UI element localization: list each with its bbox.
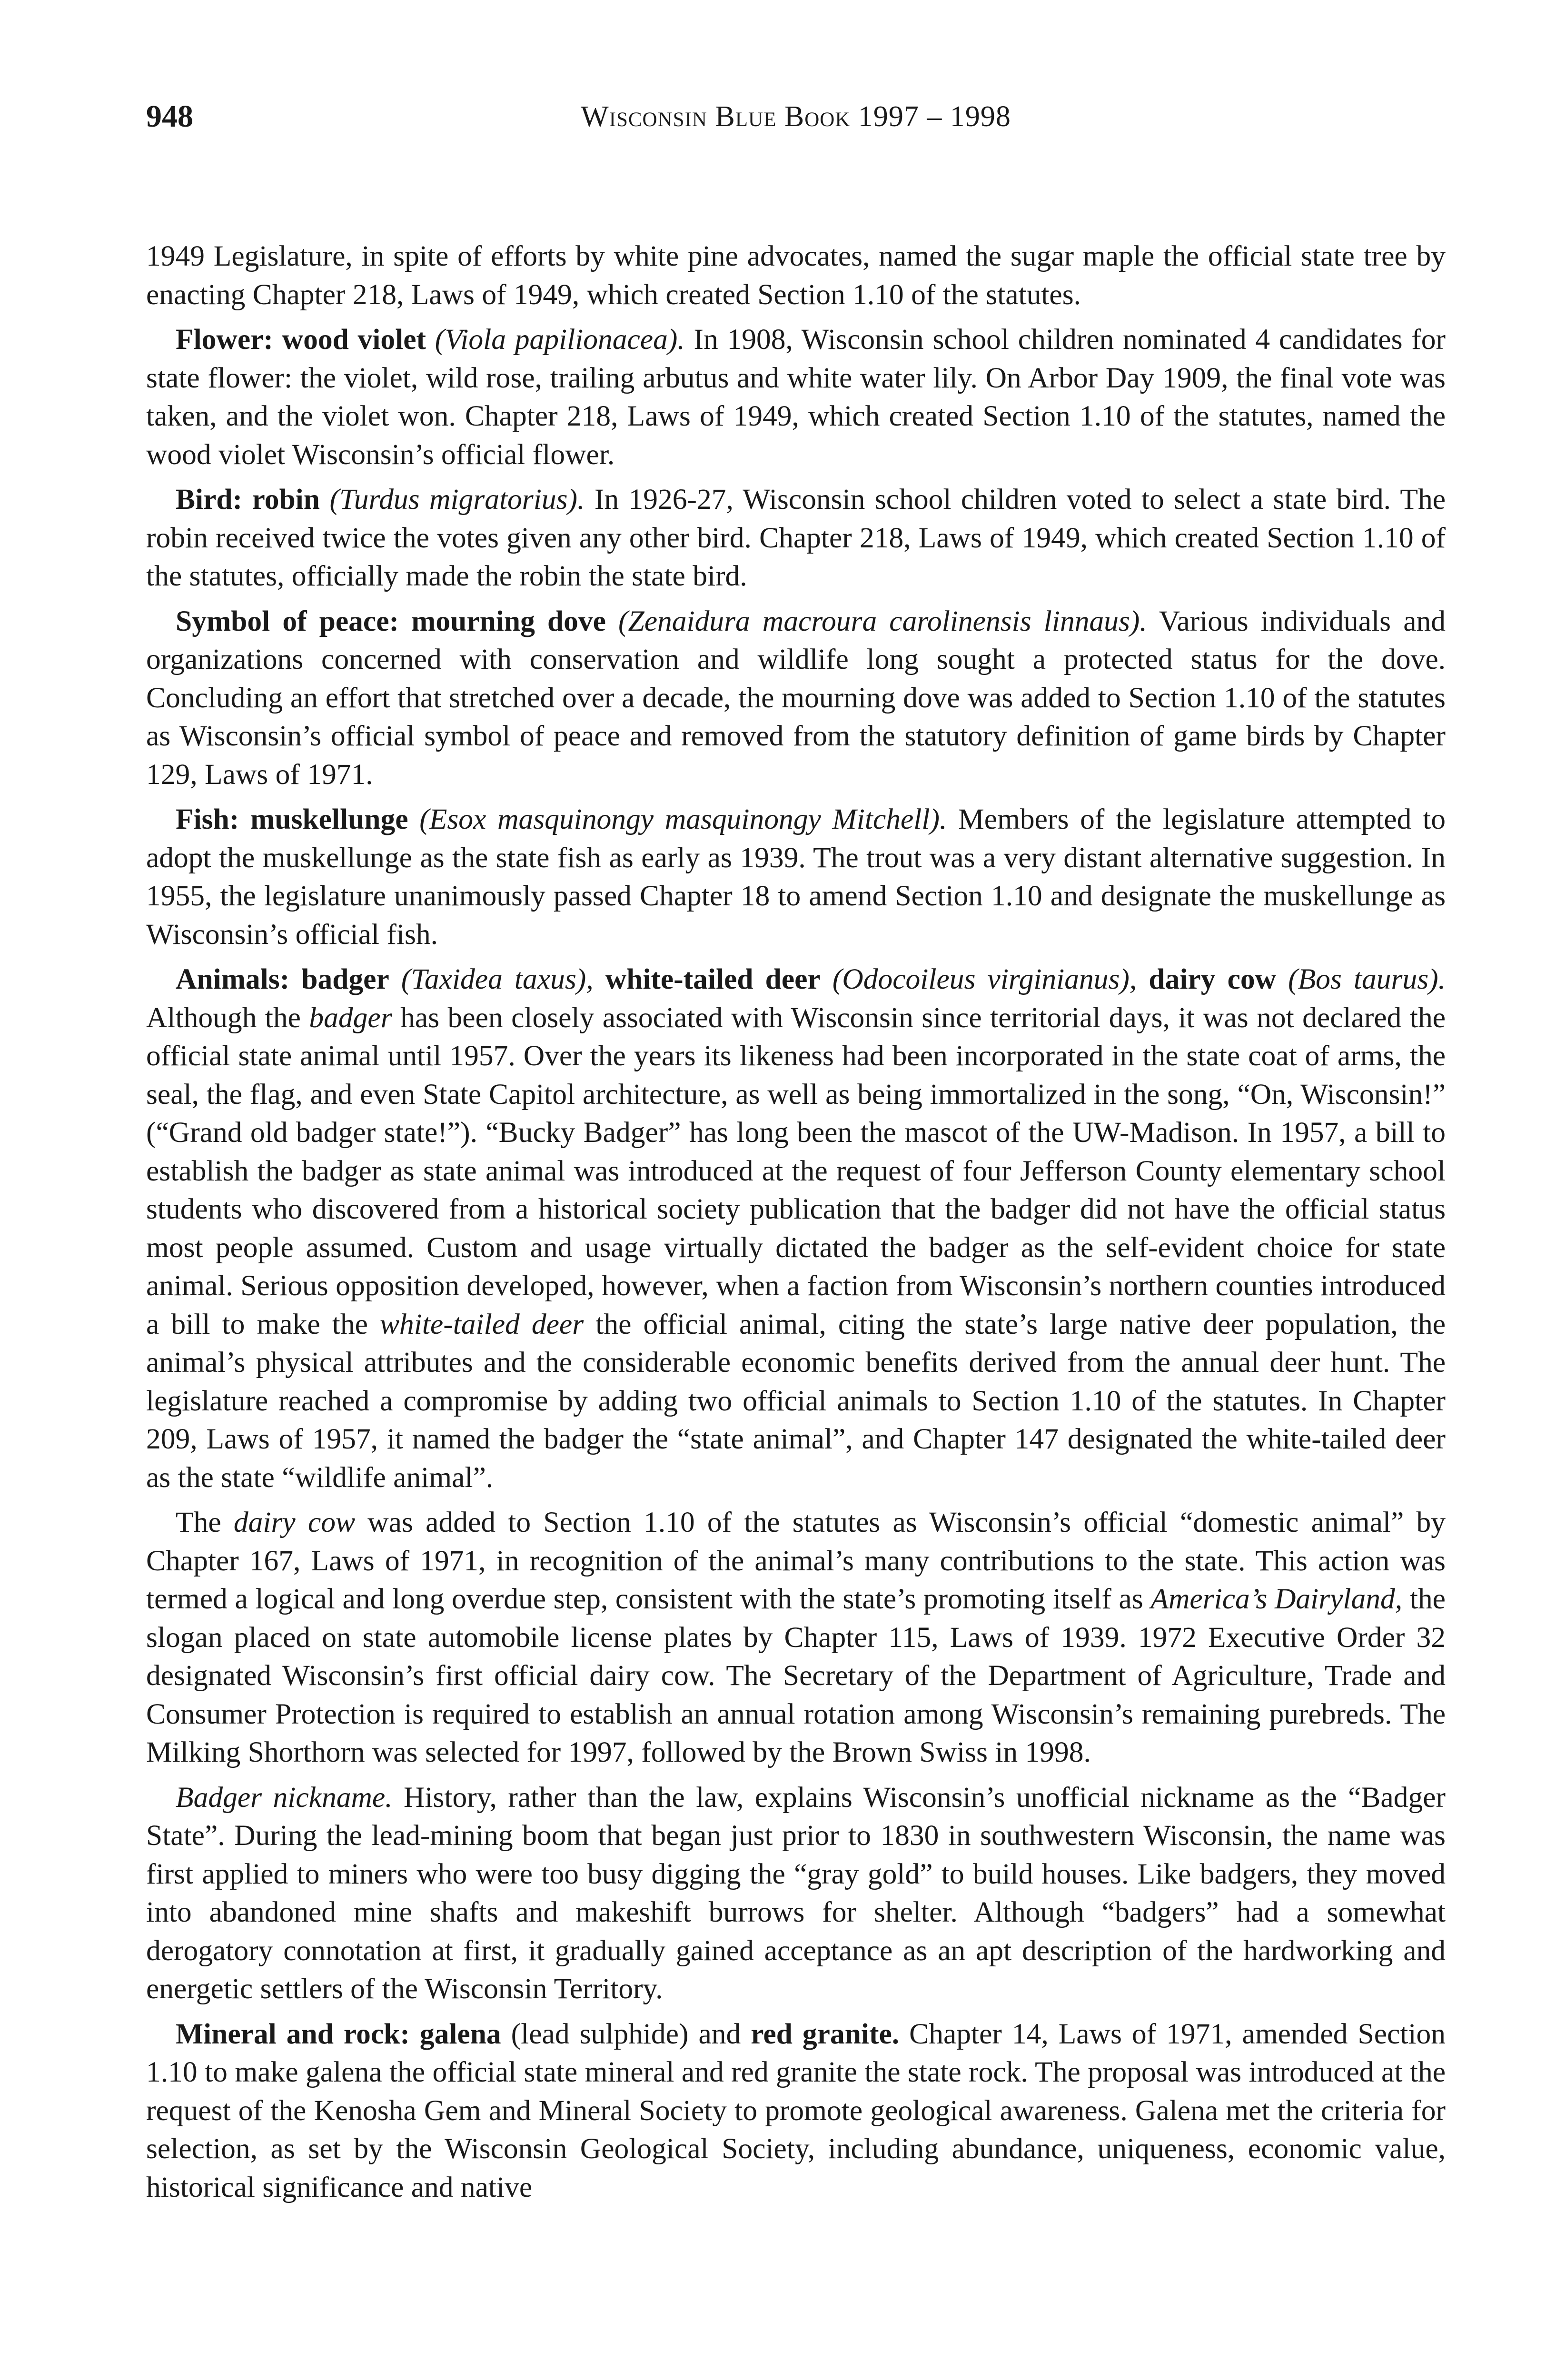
paragraph-text: History, rather than the law, explains Wisconsin’s unofficial nickname as the “Badger State”. During the lead-mining boom that began just prior to 1830 in southwestern Wisconsin, the name was first applied to miners who were too busy digging the “gray gold” to build houses. Like badgers, they moved into abandoned mine shafts and makeshift burrows for shelter. Although “badgers” had a somewhat derogatory connotation at first, it gradually gained acceptance as an apt description of the hardworking and energetic settlers of the Wisconsin Territory. xyxy=(146,1781,1446,2005)
section-heading: Bird: robin xyxy=(176,483,320,516)
latin-name: (Taxidea taxus), xyxy=(401,963,594,995)
running-title: Wisconsin Blue Book 1997 – 1998 xyxy=(581,100,1011,133)
paragraph-fish xyxy=(146,800,1446,953)
page-number: 948 xyxy=(146,99,193,134)
paragraph-dairy-cow xyxy=(146,1503,1446,1772)
paragraph-text: (lead sulphide) and xyxy=(501,2017,751,2050)
paragraph-text: the official animal, citing the state’s large native deer population, the animal’s physical attributes and the considerable economic benefits derived from the annual deer hunt. The legislature reached a compromise by adding two official animals to Section 1.10 of the statutes. In Chapter 209, Laws of 1957, it named the badger the “state animal”, and Chapter 147 designated the white-tailed deer as the state “wildlife animal”. xyxy=(146,1308,1446,1494)
paragraph-text: In 1908, Wisconsin school children nominated 4 candidates for state flower: the violet, wild rose, trailing arbutus and white water lily. On Arbor Day 1909, the final vote was taken, and the violet won. Chapter 218, Laws of 1949, which created Section 1.10 of the statutes, named the wood violet Wisconsin’s official flower. xyxy=(146,323,1446,471)
emphasis: America’s Dairyland, xyxy=(1150,1583,1403,1615)
emphasis: badger xyxy=(309,1001,392,1034)
paragraph-text: Although the xyxy=(146,1001,309,1034)
paragraph-text: 1949 Legislature, in spite of efforts by white pine advocates, named the sugar maple the official state tree by enacting Chapter 218, Laws of 1949, which created Section 1.10 of the statutes. xyxy=(146,240,1446,311)
latin-name: (Zenaidura macroura carolinensis linnaus). xyxy=(618,605,1147,637)
paragraph-text: Members of the legislature attempted to adopt the muskellunge as the state fish as early as 1939. The trout was a very distant alternative suggestion. In 1955, the legislature unanimously passed Chapter 18 to amend Section 1.10 and designate the muskellunge as Wisconsin’s official fish. xyxy=(146,803,1446,951)
paragraph-symbol-of-peace xyxy=(146,602,1446,794)
latin-name: (Bos taurus). xyxy=(1288,963,1446,995)
paragraph-animals xyxy=(146,960,1446,1497)
paragraph-text: the slogan placed on state automobile license plates by Chapter 115, Laws of 1939. 1972 Executive Order 32 designated Wisconsin’s first official dairy cow. The Secretary of the Department of Agriculture, Trade and Consumer Protection is required to establish an annual rotation among Wisconsin’s remaining purebreds. The Milking Shorthorn was selected for 1997, followed by the Brown Swiss in 1998. xyxy=(146,1583,1446,1768)
paragraph-bird xyxy=(146,480,1446,595)
latin-name: (Viola papilionacea). xyxy=(435,323,685,356)
paragraph-text: The xyxy=(176,1506,234,1538)
paragraph-text: In 1926-27, Wisconsin school children voted to select a state bird. The robin received twice the votes given any other bird. Chapter 218, Laws of 1949, which created Section 1.10 of the statutes, officially made the robin the state bird. xyxy=(146,483,1446,592)
paragraph-text: Various individuals and organizations concerned with conservation and wildlife long sought a protected status for the dove. Concluding an effort that stretched over a decade, the mourning dove was added to Section 1.10 of the statutes as Wisconsin’s official symbol of peace and removed from the statutory definition of game birds by Chapter 129, Laws of 1971. xyxy=(146,605,1446,791)
section-heading: Symbol of peace: mourning dove xyxy=(176,605,606,637)
section-heading: Flower: wood violet xyxy=(176,323,426,356)
latin-name: (Odocoileus virginianus), xyxy=(832,963,1137,995)
latin-name: (Esox masquinongy masquinongy Mitchell). xyxy=(419,803,947,835)
section-heading: white-tailed deer xyxy=(605,963,821,995)
section-heading: Mineral and rock: galena xyxy=(176,2017,501,2050)
emphasis: dairy cow xyxy=(233,1506,356,1538)
section-heading: red granite. xyxy=(751,2017,900,2050)
paragraph-text: Chapter 14, Laws of 1971, amended Section 1.10 to make galena the official state mineral and red granite the state rock. The proposal was introduced at the request of the Kenosha Gem and Mineral Society to promote geological awareness. Galena met the criteria for selection, as set by the Wisconsin Geological Society, including abundance, uniqueness, economic value, historical significance and native xyxy=(146,2017,1446,2203)
section-heading: Animals: badger xyxy=(176,963,389,995)
paragraph-text: was added to Section 1.10 of the statutes as Wisconsin’s official “domestic animal” by Chapter 167, Laws of 1971, in recognition of the animal’s many contributions to the state. This action was termed a logical and long overdue step, consistent with the state’s promoting itself as xyxy=(146,1506,1446,1615)
paragraph-text: has been closely associated with Wisconsin since territorial days, it was not declared the official state animal until 1957. Over the years its likeness had been incorporated in the state coat of arms, the seal, the flag, and even State Capitol architecture, as well as being immortalized in the song, “On, Wisconsin!” (“Grand old badger state!”). “Bucky Badger” has long been the mascot of the UW-Madison. In 1957, a bill to establish the badger as state animal was introduced at the request of four Jefferson County elementary school students who discovered from a historical society publication that the badger did not have the official status most people assumed. Custom and usage virtually dictated the badger as the self-evident choice for state animal. Serious opposition developed, however, when a faction from Wisconsin’s northern counties introduced a bill to make the xyxy=(146,1001,1446,1340)
section-heading: dairy cow xyxy=(1149,963,1277,995)
emphasis: white-tailed deer xyxy=(379,1308,584,1340)
paragraph-badger-nickname xyxy=(146,1778,1446,2008)
running-head xyxy=(146,95,1446,138)
body-text xyxy=(146,237,1446,2213)
latin-name: (Turdus migratorius). xyxy=(329,483,585,516)
section-heading: Fish: muskellunge xyxy=(176,803,408,835)
paragraph-flower xyxy=(146,320,1446,474)
paragraph-state-tree-continued xyxy=(146,237,1446,314)
paragraph-mineral-and-rock xyxy=(146,2015,1446,2207)
section-heading: Badger nickname. xyxy=(176,1781,393,1814)
